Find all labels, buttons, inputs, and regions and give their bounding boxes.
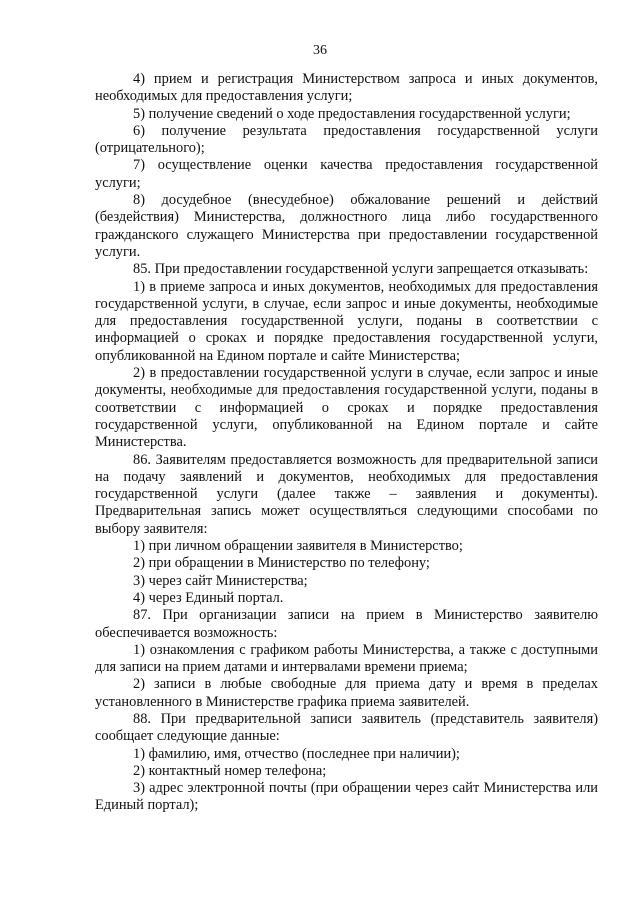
paragraph-8: 2) в предоставлении государственной услуги в случае, если запрос и иные документы, необходимые для предоставления государственной услуги, поданы в соответствии с информацией о сроках и порядке предоставления государственной услуги, опубликованной на Едином портале и сайте Министерства. [95,365,598,451]
paragraph-18: 1) фамилию, имя, отчество (последнее при наличии); [133,745,460,762]
paragraph-11: 2) при обращении в Министерство по телефону; [133,555,430,572]
paragraph-3: 6) получение результата предоставления государственной услуги (отрицательного); [95,122,598,157]
paragraph-10: 1) при личном обращении заявителя в Министерство; [133,538,463,555]
paragraph-15: 1) ознакомления с графиком работы Министерства, а также с доступными для записи на прием датами и интервалами времени приема; [95,641,598,676]
paragraph-14: 87. При организации записи на прием в Министерство заявителю обеспечивается возможность: [95,607,598,641]
page-number: 36 [313,43,327,58]
paragraph-7: 1) в приеме запроса и иных документов, необходимых для предоставления государственной услуги, в случае, если запрос и иные документы, необходимые для предоставления государственной услуги, поданы в соответствии с информацией о сроках и порядке предоставления государственной услуги, опубликованной на Едином портале и сайте Министерства; [95,278,598,364]
paragraph-17: 88. При предварительной записи заявитель (представитель заявителя) сообщает следующие данные: [95,710,598,745]
paragraph-20: 3) адрес электронной почты (при обращении через сайт Министерства или Единый портал); [95,780,598,814]
paragraph-2: 5) получение сведений о ходе предоставления государственной услуги; [133,105,571,122]
paragraph-9: 86. Заявителям предоставляется возможность для предварительной записи на подачу заявлений и документов, необходимых для предоставления государственной услуги (далее также – заявления и документы). Предварительная запись может осуществляться следующими способами по выбору заявителя: [95,451,598,537]
paragraph-4: 7) осуществление оценки качества предоставления государственной услуги; [95,157,598,191]
paragraph-5: 8) досудебное (внесудебное) обжалование решений и действий (бездействия) Министерства, должностного лица либо государственного гражданского служащего Министерства при предоставлении государственной услуги. [95,192,598,260]
paragraph-19: 2) контактный номер телефона; [133,762,327,779]
paragraph-16: 2) записи в любые свободные для приема дату и время в пределах установленного в Министерстве графика приема заявителей. [95,676,598,710]
paragraph-12: 3) через сайт Министерства; [133,572,308,589]
paragraph-13: 4) через Единый портал. [133,589,284,606]
paragraph-1: 4) прием и регистрация Министерством запроса и иных документов, необходимых для предоставления услуги; [95,71,598,105]
document-body [95,71,598,815]
paragraph-6: 85. При предоставлении государственной услуги запрещается отказывать: [133,261,589,278]
